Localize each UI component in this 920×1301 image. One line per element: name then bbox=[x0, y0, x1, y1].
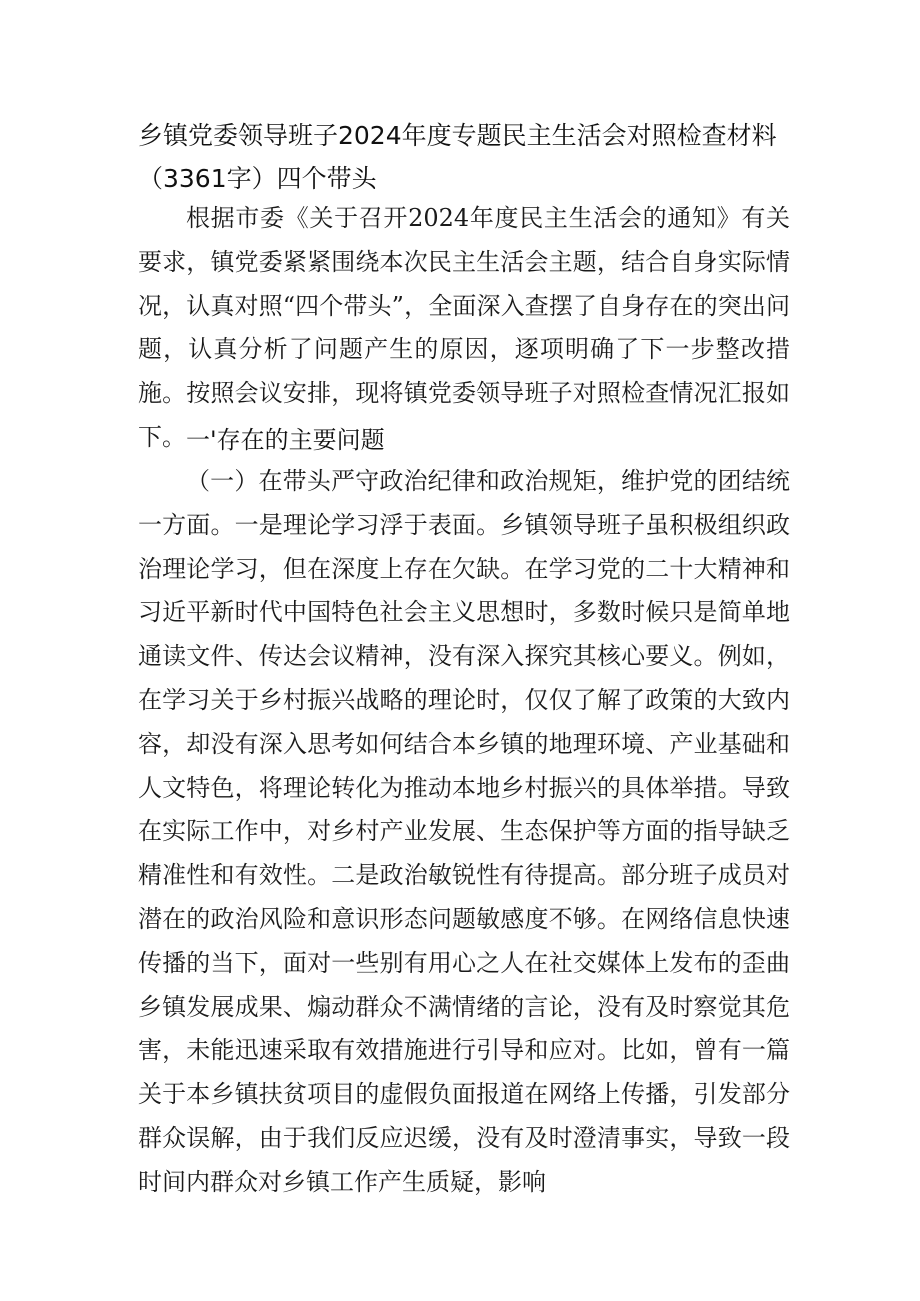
section-heading: 一'存在的主要问题 bbox=[186, 426, 385, 454]
document-title: 乡镇党委领导班子2024年度专题民主生活会对照检查材料（3361字）四个带头 bbox=[138, 121, 777, 193]
body-paragraph: （一）在带头严守政治纪律和政治规矩，维护党的团结统一方面。一是理论学习浮于表面。乡镇领导班子虽积极组织政治理论学习，但在深度上存在欠缺。在学习党的二十大精神和习近平新时代中国特色社会主义思想时，多数时候只是简单地通读文件、传达会议精神，没有深入探究其核心要义。例如，在学习关于乡村振兴战略的理论时，仅仅了解了政策的大致内容，却没有深入思考如何结合本乡镇的地理环境、产业基础和人文特色，将理论转化为推动本地乡村振兴的具体举措。导致在实际工作中，对乡村产业发展、生态保护等方面的指导缺乏精准性和有效性。二是政治敏锐性有待提高。部分班子成员对潜在的政治风险和意识形态问题敏感度不够。在网络信息快速传播的当下，面对一些别有用心之人在社交媒体上发布的歪曲乡镇发展成果、煽动群众不满情绪的言论，没有及时察觉其危害，未能迅速采取有效措施进行引导和应对。比如，曾有一篇关于本乡镇扶贫项目的虚假负面报道在网络上传播，引发部分群众误解，由于我们反应迟缓，没有及时澄清事实，导致一段时间内群众对乡镇工作产生质疑，影响 bbox=[138, 467, 790, 1196]
intro-paragraph: 根据市委《关于召开2024年度民主生活会的通知》有关要求，镇党委紧紧围绕本次民主生活会主题，结合自身实际情况，认真对照“四个带头”，全面深入查摆了自身存在的突出问题，认真分析了问题产生的原因，逐项明确了下一步整改措施。按照会议安排，现将镇党委领导班子对照检查情况汇报如下。 bbox=[138, 204, 790, 451]
